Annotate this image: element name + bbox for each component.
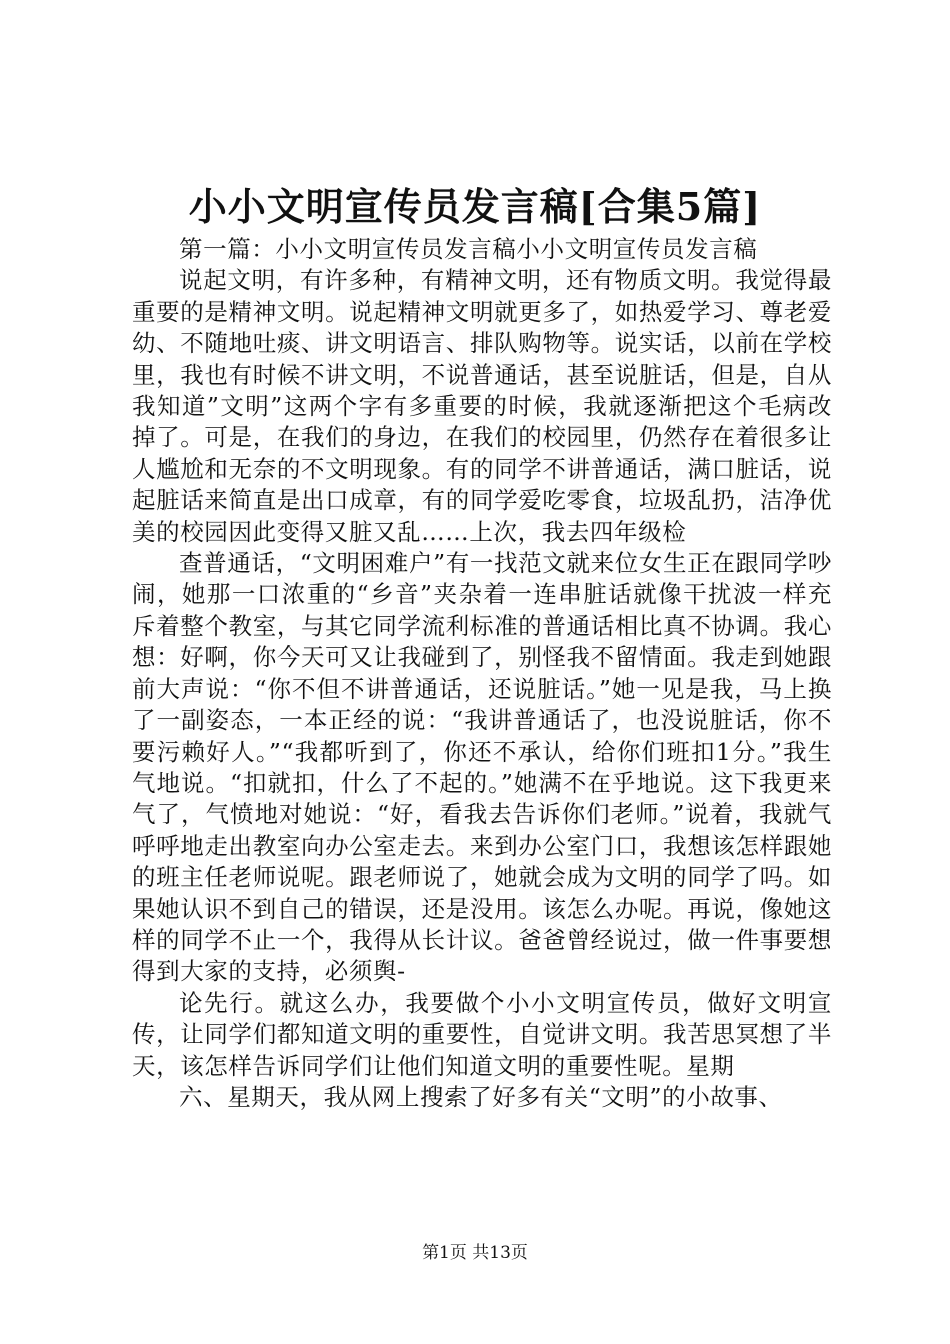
paragraph-4: 论先行。就这么办，我要做个小小文明宣传员，做好文明宣传，让同学们都知道文明的重要性，自觉讲文明。我苦思冥想了半天，该怎样告诉同学们让他们知道文明的重要性呢。星期	[132, 988, 832, 1080]
page-number-footer: 第1页 共13页	[422, 1243, 528, 1263]
paragraph-3: 查普通话，“文明困难户”有一找范文就来位女生正在跟同学吵闹，她那一口浓重的“乡音”夹杂着一连串脏话就像干扰波一样充斥着整个教室，与其它同学流利标准的普通话相比真不协调。我心想：好啊，你今天可又让我碰到了，别怪我不留情面。我走到她跟前大声说：“你不但不讲普通话，还说脏话。”她一见是我，马上换了一副姿态，一本正经的说：“我讲普通话了，也没说脏话，你不要污赖好人。”“我都听到了，你还不承认，给你们班扣1分。”我生气地说。“扣就扣，什么了不起的。”她满不在乎地说。这下我更来气了，气愤地对她说：“好，看我去告诉你们老师。”说着，我就气呼呼地走出教室向办公室走去。来到办公室门口，我想该怎样跟她的班主任老师说呢。跟老师说了，她就会成为文明的同学了吗。如果她认识不到自己的错误，还是没用。该怎么办呢。再说，像她这样的同学不止一个，我得从长计议。爸爸曾经说过，做一件事要想得到大家的支持，必须舆-	[132, 549, 832, 986]
paragraph-2: 说起文明，有许多种，有精神文明，还有物质文明。我觉得最重要的是精神文明。说起精神文明就更多了，如热爱学习、尊老爱幼、不随地吐痰、讲文明语言、排队购物等。说实话，以前在学校里，我也有时候不讲文明，不说普通话，甚至说脏话，但是，自从我知道”文明”这两个字有多重要的时候，我就逐渐把这个毛病改掉了。可是，在我们的身边，在我们的校园里，仍然存在着很多让人尴尬和无奈的不文明现象。有的同学不讲普通话，满口脏话，说起脏话来简直是出口成章，有的同学爱吃零食，垃圾乱扔，洁净优美的校园因此变得又脏又乱……上次，我去四年级检	[132, 266, 832, 546]
paragraph-5: 六、星期天，我从网上搜索了好多有关“文明”的小故事、	[179, 1082, 783, 1111]
page-title: 小小文明宣传员发言稿[合集5篇]	[188, 184, 762, 229]
paragraph-1: 第一篇：小小文明宣传员发言稿小小文明宣传员发言稿	[179, 235, 758, 263]
document-body	[132, 234, 832, 1113]
